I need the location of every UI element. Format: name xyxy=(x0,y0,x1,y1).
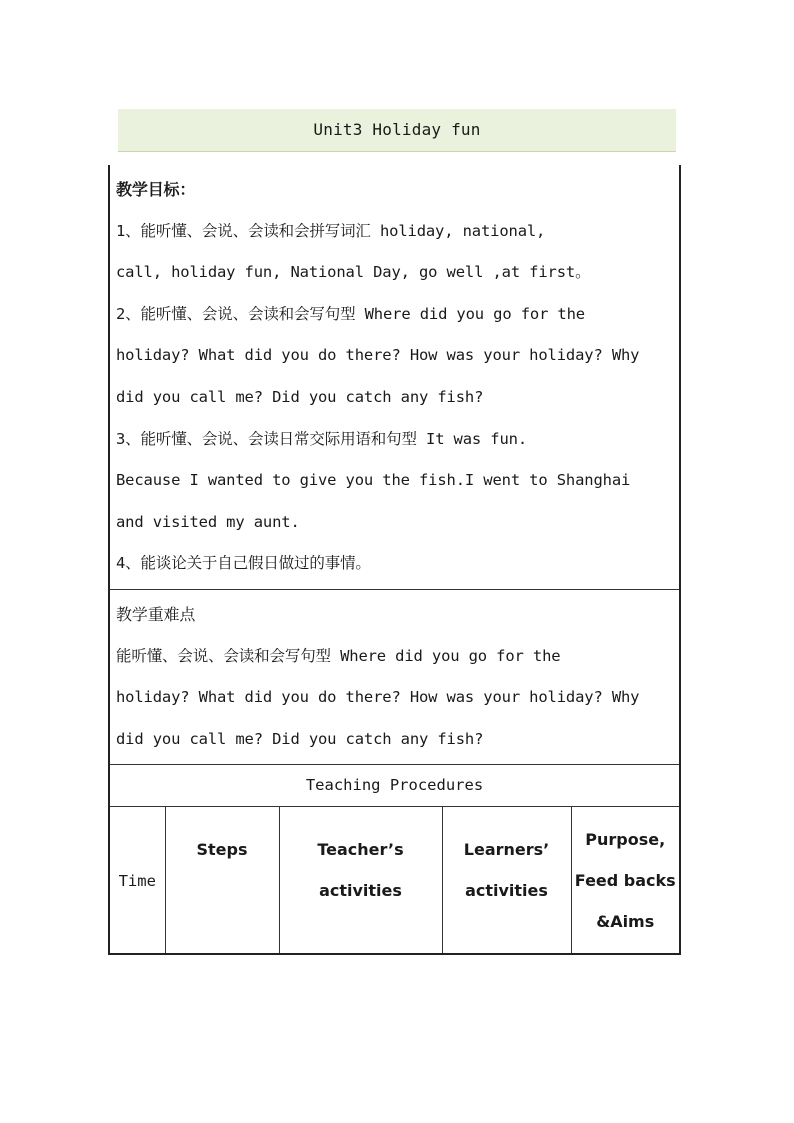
procedures-header-table xyxy=(110,807,679,955)
objectives-heading: 教学目标： xyxy=(116,180,196,199)
key-points-section xyxy=(110,590,679,765)
column-purpose-label-1: Purpose, xyxy=(585,829,666,849)
objectives-line: did you call me? Did you catch any fish? xyxy=(116,387,484,406)
column-teacher-activities xyxy=(279,807,442,954)
column-teacher-label-2: activities xyxy=(319,881,402,901)
objectives-line: and visited my aunt. xyxy=(116,512,300,531)
key-points-line: holiday? What did you do there? How was your holiday? Why xyxy=(116,688,640,707)
column-purpose xyxy=(571,807,679,954)
column-purpose-label-2: Feed backs xyxy=(574,870,676,890)
column-steps-label: Steps xyxy=(196,840,248,860)
column-learners-label-2: activities xyxy=(465,881,548,901)
column-purpose-label-3: &Aims xyxy=(596,911,655,931)
key-points-line: did you call me? Did you catch any fish? xyxy=(116,729,484,748)
column-time-label: Time xyxy=(118,871,156,890)
document-title: Unit3 Holiday fun xyxy=(118,109,676,152)
teaching-objectives-section xyxy=(110,165,679,590)
column-learners-label-1: Learners’ xyxy=(463,840,550,860)
lesson-plan-table xyxy=(108,165,681,955)
column-steps xyxy=(165,807,279,954)
objectives-line: 1、能听懂、会说、会读和会拼写词汇 holiday, national, xyxy=(116,221,546,240)
objectives-line: call, holiday fun, National Day, go well ,at first。 xyxy=(116,263,591,282)
column-time xyxy=(110,807,165,954)
key-points-heading: 教学重难点 xyxy=(116,604,196,624)
procedures-title: Teaching Procedures xyxy=(110,765,679,807)
objectives-line: 4、能谈论关于自己假日做过的事情。 xyxy=(116,554,371,573)
objectives-line: 3、能听懂、会说、会读日常交际用语和句型 It was fun. xyxy=(116,429,528,448)
objectives-line: 2、能听懂、会说、会读和会写句型 Where did you go for the xyxy=(116,304,585,323)
procedures-header-row xyxy=(110,807,679,954)
column-teacher-label-1: Teacher’s xyxy=(317,840,404,860)
key-points-line: 能听懂、会说、会读和会写句型 Where did you go for the xyxy=(116,646,561,665)
objectives-line: holiday? What did you do there? How was your holiday? Why xyxy=(116,346,640,365)
column-learners-activities xyxy=(442,807,571,954)
objectives-line: Because I wanted to give you the fish.I went to Shanghai xyxy=(116,471,631,490)
